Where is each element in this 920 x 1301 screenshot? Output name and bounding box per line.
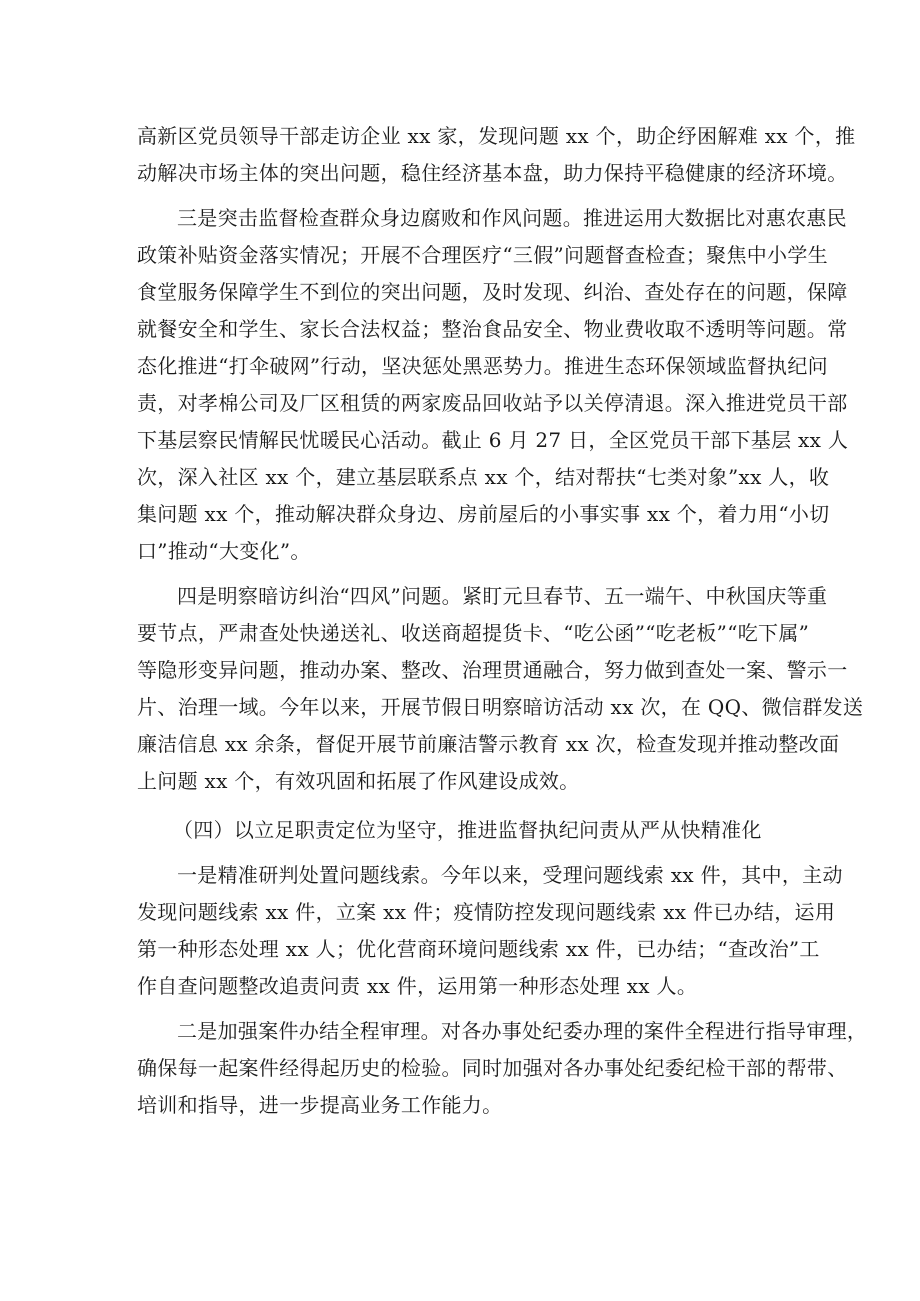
paragraph-item-one (137, 857, 843, 1005)
text-line: 廉洁信息 xx 余条，督促开展节前廉洁警示教育 xx 次，检查发现并推动整改面 (137, 732, 840, 756)
text-line: 态化推进“打伞破网”行动，坚决惩处黑恶势力。推进生态环保领域监督执纪问 (137, 354, 828, 378)
text-line: （四）以立足职责定位为坚守，推进监督执纪问责从严从快精准化 (173, 818, 762, 842)
text-line: 政策补贴资金落实情况；开展不合理医疗“三假”问题督查检查；聚焦中小学生 (137, 243, 828, 267)
text-line: 动解决市场主体的突出问题，稳住经济基本盘，助力保持平稳健康的经济环境。 (137, 161, 848, 185)
text-line: 高新区党员领导干部走访企业 xx 家，发现问题 xx 个，助企纾困解难 xx 个，推 (137, 124, 856, 148)
text-line: 等隐形变异问题，推动办案、整改、治理贯通融合，努力做到查处一案、警示一 (137, 658, 848, 682)
text-line: 确保每一起案件经得起历史的检验。同时加强对各办事处纪委纪检干部的帮带、 (137, 1056, 848, 1080)
text-line: 二是加强案件办结全程审理。对各办事处纪委办理的案件全程进行指导审理， (177, 1019, 868, 1043)
text-line: 要节点，严肃查处快递送礼、收送商超提货卡、“吃公函”“吃老板”“吃下属” (137, 621, 810, 645)
text-line: 作自查问题整改追责问责 xx 件，运用第一种形态处理 xx 人。 (137, 974, 698, 998)
paragraph-item-four (137, 578, 864, 800)
paragraph-item-two (137, 1013, 868, 1124)
paragraph-continued (137, 118, 856, 192)
text-line: 四是明察暗访纠治“四风”问题。紧盯元旦春节、五一端午、中秋国庆等重 (177, 584, 828, 608)
text-line: 次，深入社区 xx 个，建立基层联系点 xx 个，结对帮扶“七类对象”xx 人，收 (137, 465, 830, 489)
text-line: 第一种形态处理 xx 人；优化营商环境问题线索 xx 件，已办结；“查改治”工 (137, 937, 820, 961)
section-heading (137, 812, 797, 849)
paragraph-item-three (137, 200, 849, 570)
document-body (137, 118, 868, 1124)
text-line: 食堂服务保障学生不到位的突出问题，及时发现、纠治、查处存在的问题，保障 (137, 280, 848, 304)
text-line: 发现问题线索 xx 件，立案 xx 件；疫情防控发现问题线索 xx 件已办结，运用 (137, 900, 836, 924)
text-line: 一是精准研判处置问题线索。今年以来，受理问题线索 xx 件，其中，主动 (177, 863, 843, 887)
text-line: 片、治理一域。今年以来，开展节假日明察暗访活动 xx 次，在 QQ、微信群发送 (137, 695, 864, 719)
text-line: 集问题 xx 个，推动解决群众身边、房前屋后的小事实事 xx 个，着力用“小切 (137, 502, 830, 526)
text-line: 口”推动“大变化”。 (137, 539, 311, 563)
text-line: 三是突击监督检查群众身边腐败和作风问题。推进运用大数据比对惠农惠民 (177, 206, 847, 230)
text-line: 责，对孝棉公司及厂区租赁的两家废品回收站予以关停清退。深入推进党员干部 (137, 391, 848, 415)
text-line: 下基层察民情解民忧暖民心活动。截止 6 月 27 日，全区党员干部下基层 xx 人 (137, 428, 849, 452)
text-line: 培训和指导，进一步提高业务工作能力。 (137, 1093, 503, 1117)
text-line: 就餐安全和学生、家长合法权益；整治食品安全、物业费收取不透明等问题。常 (137, 317, 848, 341)
text-line: 上问题 xx 个，有效巩固和拓展了作风建设成效。 (137, 769, 580, 793)
